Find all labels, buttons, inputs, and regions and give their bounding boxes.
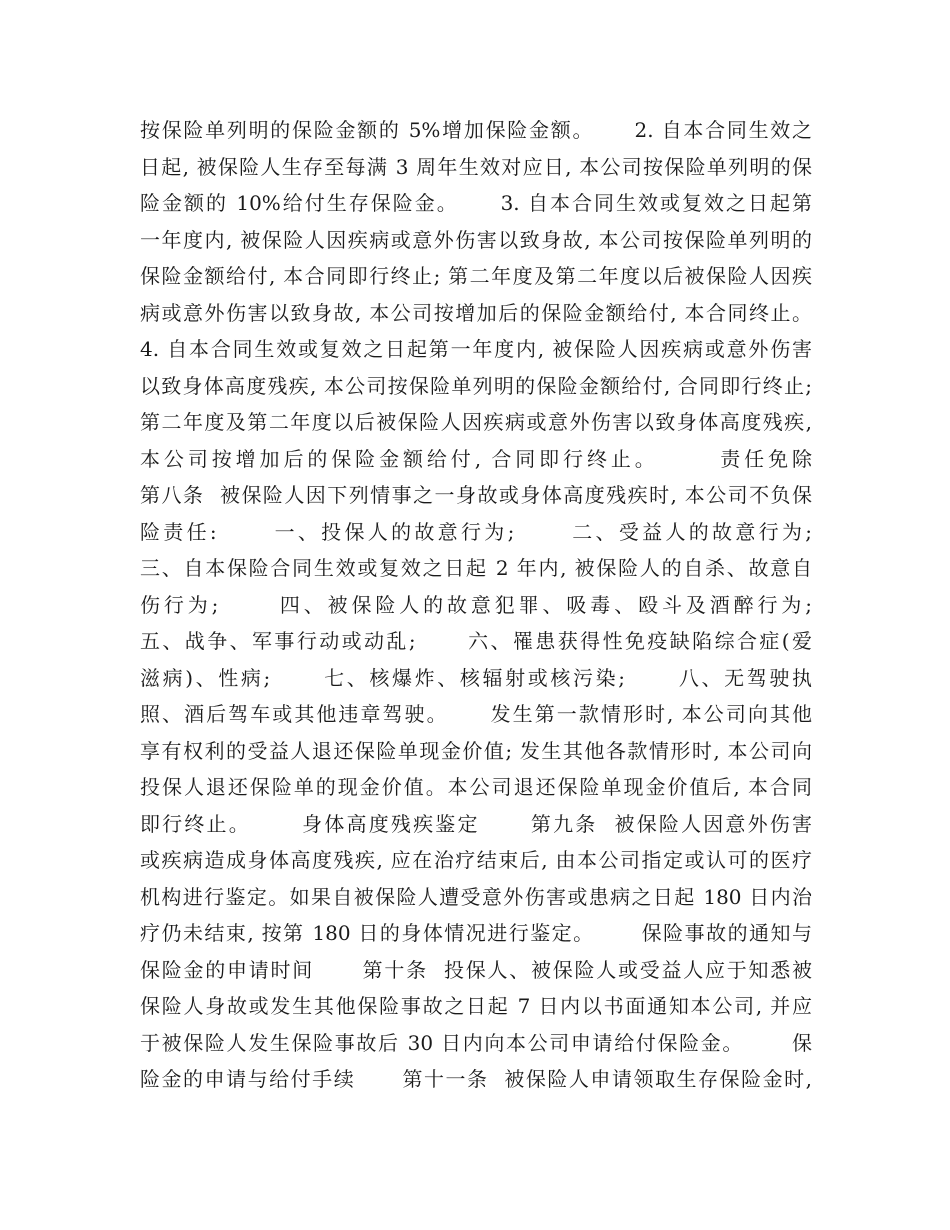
text-line: 于被保险人发生保险事故后 30 日内向本公司申请给付保险金。 保 <box>140 1030 812 1055</box>
text-line: 保险人身故或发生其他保险事故之日起 7 日内以书面通知本公司, 并应 <box>140 994 812 1018</box>
text-line: 保险金额给付, 本合同即行终止; 第二年度及第二年度以后被保险人因疾 <box>140 264 812 288</box>
text-line: 享有权利的受益人退还保险单现金价值; 发生其他各款情形时, 本公司向 <box>140 738 812 763</box>
text-line: 机构进行鉴定。如果自被保险人遭受意外伤害或患病之日起 180 日内治 <box>140 884 812 909</box>
text-line: 照、酒后驾车或其他违章驾驶。 发生第一款情形时, 本公司向其他 <box>140 702 812 726</box>
text-line: 一年度内, 被保险人因疾病或意外伤害以致身故, 本公司按保险单列明的 <box>140 227 812 252</box>
text-line: 险金额的 10%给付生存保险金。 3. 自本合同生效或复效之日起第 <box>140 191 812 215</box>
text-line: 伤行为; 四、被保险人的故意犯罪、吸毒、殴斗及酒醉行为; <box>140 592 812 617</box>
text-line: 险责任: 一、投保人的故意行为; 二、受益人的故意行为; <box>140 519 812 544</box>
text-line: 第二年度及第二年度以后被保险人因疾病或意外伤害以致身体高度残疾, <box>140 410 812 434</box>
text-line: 保险金的申请时间 第十条 投保人、被保险人或受益人应于知悉被 <box>140 957 812 982</box>
text-line: 投保人退还保险单的现金价值。本公司退还保险单现金价值后, 本合同 <box>140 775 812 799</box>
text-line: 病或意外伤害以致身故, 本公司按增加后的保险金额给付, 本合同终止。 <box>140 300 812 325</box>
text-line: 三、自本保险合同生效或复效之日起 2 年内, 被保险人的自杀、故意自 <box>140 556 812 580</box>
text-line: 五、战争、军事行动或动乱; 六、罹患获得性免疫缺陷综合症(爱 <box>140 629 812 653</box>
text-line: 或疾病造成身体高度残疾, 应在治疗结束后, 由本公司指定或认可的医疗 <box>140 848 812 872</box>
text-line: 本公司按增加后的保险金额给付, 合同即行终止。 责任免除 <box>140 446 812 471</box>
text-line: 第八条 被保险人因下列情事之一身故或身体高度残疾时, 本公司不负保 <box>140 483 812 507</box>
text-line: 疗仍未结束, 按第 180 日的身体情况进行鉴定。 保险事故的通知与 <box>140 921 812 945</box>
text-line: 滋病)、性病; 七、核爆炸、核辐射或核污染; 八、无驾驶执 <box>140 665 812 690</box>
text-line: 以致身体高度残疾, 本公司按保险单列明的保险金额给付, 合同即行终止; <box>140 373 812 398</box>
text-line: 即行终止。 身体高度残疾鉴定 第九条 被保险人因意外伤害 <box>140 811 812 836</box>
text-line: 4. 自本合同生效或复效之日起第一年度内, 被保险人因疾病或意外伤害 <box>140 337 812 361</box>
text-line: 按保险单列明的保险金额的 5%增加保险金额。 2. 自本合同生效之 <box>140 118 812 142</box>
text-line: 险金的申请与给付手续 第十一条 被保险人申请领取生存保险金时, <box>140 1067 812 1091</box>
text-line: 日起, 被保险人生存至每满 3 周年生效对应日, 本公司按保险单列明的保 <box>140 154 812 179</box>
body-text <box>140 112 812 1098</box>
